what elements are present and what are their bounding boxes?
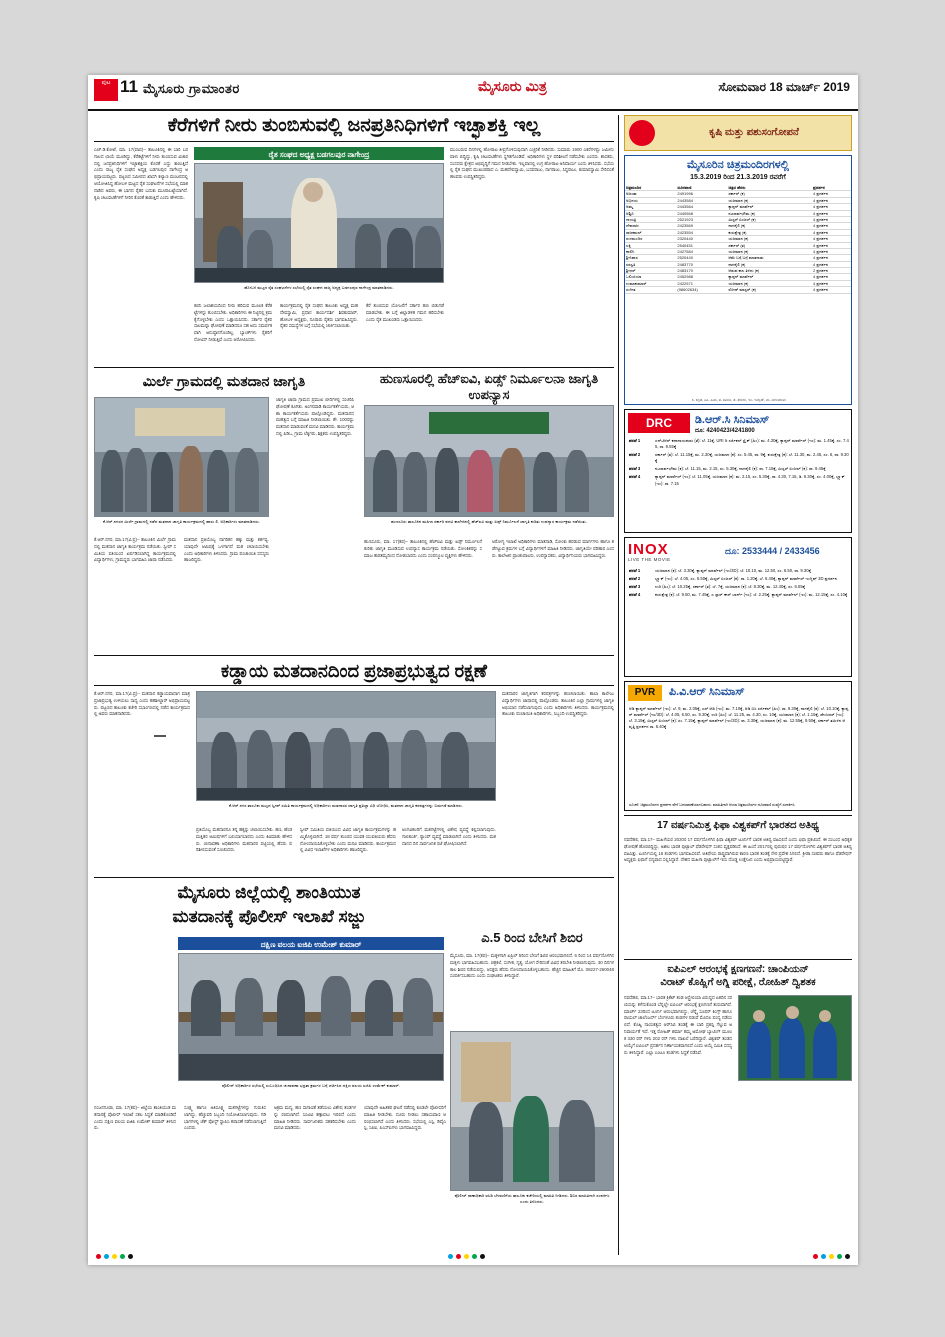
cinema-cell: ಯಜಮಾನ (ಕ)	[727, 280, 812, 286]
story5-headline-line1: ಮೈಸೂರು ಜಿಲ್ಲೆಯಲ್ಲಿ ಶಾಂತಿಯುತ	[177, 883, 361, 902]
story4-col-5: ಮತದಾರರ ಜಾಗೃತಿಗಾಗಿ ಕರಪತ್ರಗಳನ್ನು ಹಂಚಲಾಯಿತು. ಶಾಲಾ ಕಾಲೇಜು ವಿದ್ಯಾರ್ಥಿಗಳು ಜಾಥಾದಲ್ಲಿ ಪಾಲ್ಗೊಂಡರು. ತಾಲೂಕಿನ ಎಲ್ಲಾ ಗ್ರಾಮಗಳಲ್ಲಿ ಜಾಗೃತಿ ಅಭಿಯಾನ ನಡೆಸಲಾಗುವುದು ಎಂದು ಅಧಿಕಾರಿಗಳು ತಿಳಿಸಿದರು. ಕಾರ್ಯಕ್ರಮದಲ್ಲಿ ತಾಲೂಕು ಪಂಚಾಯಿತಿ ಅಧಿಕಾರಿಗಳು, ಸಿಬ್ಬಂದಿ ಉಪಸ್ಥಿತರಿದ್ದರು.	[502, 691, 614, 717]
drc-logo: DRC	[628, 413, 690, 433]
registration-dots-left	[96, 1254, 133, 1259]
inox-logo: INOX	[628, 541, 669, 558]
lead-col-2: ಕಬಿನಿ ಜಲಾಶಯದಿಂದ ನೀರು ಹರಿಸುವ ಮೂಲಕ ಕೆರೆಕಟ್ಟೆಗಳನ್ನು ತುಂಬಿಸಬೇಕು. ಅಧಿಕಾರಿಗಳು ಈ ನಿಟ್ಟಿನಲ್ಲಿ ಕ್ರಮ ಕೈಗೊಳ್ಳಬೇಕು ಎಂದು ಒತ್ತಾಯಿಸಿದರು. ಸರ್ಕಾರ ರೈತರ ಸಾಲಮನ್ನಾ ಘೋಷಣೆ ಮಾಡಿದರೂ ಸಹ ಅದು ಸಮರ್ಪಕವಾಗಿ ಅನುಷ್ಠಾನಗೊಂಡಿಲ್ಲ. ಬ್ಯಾಂಕ್‌ಗಳು ರೈತರಿಗೆ ನೋಟಿಸ್ ನೀಡುತ್ತಿವೆ ಎಂದು ಆರೋಪಿಸಿದರು.	[194, 303, 272, 343]
lead-photo	[194, 163, 444, 283]
cinema-cell: 4 ಪ್ರದರ್ಶನ	[812, 197, 851, 203]
cinema-th-1: ದೂರವಾಣಿ	[676, 185, 727, 191]
ipl-photo	[738, 995, 852, 1081]
cinema-cell: ಶ್ರೀಧರ್	[625, 268, 676, 274]
story2-col-2: ಮತದಾನ ಪ್ರತಿಯೊಬ್ಬ ನಾಗರಿಕನ ಹಕ್ಕು ಮತ್ತು ಕರ್ತವ್ಯ. ಯಾವುದೇ ಆಮಿಷಕ್ಕೆ ಒಳಗಾಗದೆ ಮತ ಚಲಾಯಿಸಬೇಕು ಎಂದು ಅಧಿಕಾರಿಗಳು ತಿಳಿಸಿದರು. ಗ್ರಾಮ ಪಂಚಾಯಿತಿ ಸದಸ್ಯರು ಹಾಜರಿದ್ದರು.	[184, 537, 269, 563]
lead-headline: ಕೆರೆಗಳಿಗೆ ನೀರು ತುಂಬಿಸುವಲ್ಲಿ ಜನಪ್ರತಿನಿಧಿಗಳಿಗೆ ಇಚ್ಛಾಶಕ್ತಿ ಇಲ್ಲ	[167, 115, 541, 136]
registration-dots-right	[813, 1254, 850, 1259]
story5-photo	[178, 953, 444, 1081]
lead-photo-caption: ಹೋಬಳಿ ಮಟ್ಟದ ರೈತ ಸಂಘಟನೆಗಳ ಸಭೆಯಲ್ಲಿ ರೈತ ಸಂಘದ ರಾಜ್ಯ ಅಧ್ಯಕ್ಷ ಬಡಗಲಪುರ ನಾಗೇಂದ್ರ ಮಾತನಾಡಿದರು.	[244, 285, 394, 290]
cinema-cell: 2452988	[676, 274, 727, 280]
story3-photo-caption: ಹುಣಸೂರು ತಾಲೂಕಿನ ಮಹಿಳಾ ಸರ್ಕಾರಿ ಪದವಿ ಕಾಲೇಜಿನಲ್ಲಿ ಹೆಚ್‌ಐವಿ ಮತ್ತು ಏಡ್ಸ್ ನಿರ್ಮೂಲನೆ ಜಾಗೃತಿ ಕುರಿತು ಉಪನ್ಯಾಸ ಕಾರ್ಯಕ್ರಮ ನಡೆಯಿತು.	[391, 519, 587, 524]
issue-date: ಸೋಮವಾರ 18 ಮಾರ್ಚ್ 2019	[718, 80, 850, 94]
cinema-cell: ದೇವರಾಜ	[625, 223, 676, 229]
drc-screen-label: ಪರದೆ 1	[629, 438, 641, 443]
lead-col-5: ಮುಂಬರುವ ದಿನಗಳಲ್ಲಿ ಹೋರಾಟ ತೀವ್ರಗೊಳಿಸುವುದಾಗಿ ಎಚ್ಚರಿಕೆ ನೀಡಿದರು. ಸುಮಾರು 1900 ಎಕರೆಗಳಷ್ಟು ಜಮೀನು ಪಾಳು ಬಿದ್ದಿದ್ದು, ಕೃಷಿ ಚಟುವಟಿಕೆಗಳು ಸ್ಥಗಿತಗೊಂಡಿವೆ. ಅಧಿಕಾರಿಗಳು ಸ್ಥಳ ಪರಿಶೀಲನೆ ನಡೆಸಬೇಕು ಎಂದರು. ಶಾಸಕರು, ಸಂಸದರು ಕ್ಷೇತ್ರದ ಅಭಿವೃದ್ಧಿಗೆ ಗಮನ ನೀಡಬೇಕು. ಇಲ್ಲವಾದಲ್ಲಿ ಉಗ್ರ ಹೋರಾಟ ಅನಿವಾರ್ಯ ಎಂದು ತಿಳಿಸಿದರು. ಸಭೆಯಲ್ಲಿ ರೈತ ಸಂಘದ ಮುಖಂಡರಾದ ಎ. ಮಹದೇವಸ್ವಾಮಿ, ಬಸವರಾಜು, ನಾಗರಾಜು, ಸಿದ್ದರಾಜು, ಕುಮಾರಸ್ವಾಮಿ ಸೇರಿದಂತೆ ಹಲವರು ಉಪಸ್ಥಿತರಿದ್ದರು.	[450, 147, 614, 180]
ipl-headline-line2: ವಿರಾಟ್ ಕೊಹ್ಲಿಗೆ ಅಗ್ನಿ ಪರೀಕ್ಷೆ, ರೋಹಿತ್ ದ್ವಿಶತಕ	[660, 977, 816, 988]
cinema-cell: 2423569	[676, 223, 727, 229]
cinema-th-3: ಪ್ರದರ್ಶನ	[812, 185, 851, 191]
lead-col-4: ಕೆರೆ ತುಂಬಿಸುವ ಯೋಜನೆಗೆ ಸರ್ಕಾರ ಹಣ ಬಿಡುಗಡೆ ಮಾಡಬೇಕು. ಈ ಬಗ್ಗೆ ಜಿಲ್ಲಾಡಳಿತ ಗಮನ ಹರಿಸಬೇಕು ಎಂದು ರೈತ ಮುಖಂಡರು ಒತ್ತಾಯಿಸಿದರು.	[366, 303, 444, 322]
pvr-footer: ಸೂಚನೆ: ಚಿತ್ರಮಂದಿರಗಳ ಪ್ರದರ್ಶನ ವೇಳೆ ಬದಲಾವಣೆಯಾಗಬಹುದು. ಮಾಹಿತಿಗಾಗಿ ಆಯಾ ಚಿತ್ರಮಂದಿರಗಳ ದೂರವಾಣಿ ಸಂಖ್ಯೆಗೆ ಸಂಪರ್ಕಿಸಿ.	[629, 803, 796, 807]
krishi-ad[interactable]	[624, 115, 852, 151]
section-title: ಮೈಸೂರು ಗ್ರಾಮಾಂತರ	[143, 81, 240, 96]
cinema-cell: 4 ಪ್ರದರ್ಶನ	[812, 229, 851, 235]
story5-col-2: ಸೂಕ್ಷ್ಮ ಹಾಗೂ ಅತಿಸೂಕ್ಷ್ಮ ಮತಗಟ್ಟೆಗಳನ್ನು ಗುರುತಿಸಲಾಗಿದ್ದು, ಹೆಚ್ಚುವರಿ ಸಿಬ್ಬಂದಿ ನಿಯೋಜಿಸಲಾಗುವುದು. ಗಡಿ ಭಾಗಗಳಲ್ಲಿ ಚೆಕ್ ಪೋಸ್ಟ್ ಸ್ಥಾಪಿಸಿ ತಪಾಸಣೆ ನಡೆಸಲಾಗುತ್ತಿದೆ ಎಂದರು.	[184, 1105, 266, 1131]
inox-screen-text: ಯಜಮಾನ (ಕ): ಬೆ. 3.30ಕ್ಕೆ, ಕ್ಯಾಪ್ಟನ್ ಮಾರ್ವೆಲ್ (ಇಂ/3D): ಬೆ. 10.10, ಮ. 12.50, ಸಂ. 6.50, ರಾ. 9.30ಕ್ಕೆ	[655, 568, 812, 573]
divider	[94, 685, 614, 686]
cinema-cell: 4 ಪ್ರದರ್ಶನ	[812, 210, 851, 216]
ipl-body: ನವದೆಹಲಿ, ಮಾ.17– ಭಾರತ ಕ್ರಿಕೆಟ್ ತಂಡ ಆಸ್ಟ್ರೇಲಿಯಾ ವಿರುದ್ಧದ ಏಕದಿನ ಸರಣಿಯನ್ನು ಕಳೆದುಕೊಂಡ ಬೆನ್ನಲ್ಲೇ ಐಪಿಎಲ್ ಆರಂಭಕ್ಕೆ ಕ್ಷಣಗಣನೆ ಶುರುವಾಗಿದೆ. ಮಾರ್ಚ್ 23ರಿಂದ ಟೂರ್ನಿ ಆರಂಭವಾಗಲಿದ್ದು, ಚೆನ್ನೈ ಸೂಪರ್ ಕಿಂಗ್ಸ್ ಹಾಗೂ ರಾಯಲ್ ಚಾಲೆಂಜರ್ಸ್ ಬೆಂಗಳೂರು ತಂಡಗಳ ನಡುವೆ ಮೊದಲ ಪಂದ್ಯ ನಡೆಯಲಿದೆ. ಕೊಹ್ಲಿ ನಾಯಕತ್ವದ ಆರ್‌ಸಿಬಿ ತಂಡಕ್ಕೆ ಈ ಬಾರಿ ಪ್ರಶಸ್ತಿ ಗೆಲ್ಲುವ ಅನಿವಾರ್ಯತೆ ಇದೆ. ಇತ್ತ ರೋಹಿತ್ ಶರ್ಮಾ ತಮ್ಮ ಅಮೋಘ ಬ್ಯಾಟಿಂಗ್ ಮೂಲಕ 330 ರನ್ ಗಳಿಸಿ 202 ರನ್ ಗಳಿಸಿ ದಾಖಲೆ ಬರೆದಿದ್ದಾರೆ. ವಿಶ್ವಕಪ್ ತಂಡದ ಆಯ್ಕೆಗೆ ಐಪಿಎಲ್ ಪ್ರದರ್ಶನ ನಿರ್ಣಾಯಕವಾಗಲಿದೆ ಎಂದು ಆಯ್ಕೆ ಸಮಿತಿ ಸದಸ್ಯರು ತಿಳಿಸಿದ್ದಾರೆ. ಎಲ್ಲಾ ಎಂಟೂ ತಂಡಗಳು ಸಿದ್ಧತೆ ನಡೆಸಿವೆ.	[624, 995, 732, 1055]
story3-photo	[364, 405, 614, 517]
masthead	[88, 75, 858, 111]
divider	[94, 877, 614, 878]
drc-screen-text: ಸರ್ಕಾರ್ (ತ): ಬೆ. 11.15ಕ್ಕೆ, ಮ. 2.30ಕ್ಕೆ, ಯಜಮಾನ (ಕ): ಸಂ. 5.45, ರಾ. 9ಕ್ಕೆ, ಕುರುಕ್ಷೇತ್ರ (ಕ): ಬೆ. 11.30, ಮ. 2.45, ಸಂ. 6, ರಾ. 9.30ಕ್ಕೆ	[655, 452, 849, 464]
newspaper-page	[88, 75, 858, 1265]
story2-photo-caption: ಕೆ.ಆರ್.ನಗರದ ಮಿರ್ಲೆ ಗ್ರಾಮದಲ್ಲಿ ನಡೆದ ಮತದಾನ ಜಾಗೃತಿ ಕಾರ್ಯಕ್ರಮದಲ್ಲಿ ಹಾರು ಲಿ. ಅಧಿಕಾರಿಗಳು ಮಾತನಾಡಿದರು.	[103, 519, 260, 524]
cinema-cell: ಆಶ್ವಿನಿ	[625, 210, 676, 216]
table-row	[625, 287, 851, 293]
cinema-cell: ರಂಗಮಂದಿರ	[625, 236, 676, 242]
paper-logo: ಮೈಸೂರು ಮಿತ್ರ	[478, 78, 547, 94]
cinema-cell: 4 ಪ್ರದರ್ಶನ	[812, 248, 851, 254]
krishi-ad-icon	[629, 120, 655, 146]
story5-col-4: ಯಾವುದೇ ಅಹಿತಕರ ಘಟನೆ ನಡೆದಲ್ಲಿ ಕೂಡಲೇ ಪೊಲೀಸರಿಗೆ ಮಾಹಿತಿ ನೀಡಬೇಕು. ದೂರು ನೀಡಲು ಸಹಾಯವಾಣಿ ಆರಂಭಿಸಲಾಗಿದೆ ಎಂದು ತಿಳಿಸಿದರು. ಸಭೆಯಲ್ಲಿ ಎಸ್ಪಿ, ಡಿವೈಎಸ್ಪಿ, ಸಿಪಿಐ, ಪಿಎಸ್ಐಗಳು ಭಾಗವಹಿಸಿದ್ದರು.	[364, 1105, 446, 1131]
cinema-cell: ರಾಜಕಮಲ್	[625, 229, 676, 235]
story4-col-1: ಕೆ.ಆರ್.ನಗರ, ಮಾ.17(ವಿ.ಪ್ರ)– ಮತದಾನ ಕಡ್ಡಾಯವಾದಾಗ ಮಾತ್ರ ಪ್ರಜಾಪ್ರಭುತ್ವ ಉಳಿಯಲು ಸಾಧ್ಯ ಎಂದು ತಹಶೀಲ್ದಾರ್ ಅಭಿಪ್ರಾಯಪಟ್ಟರು. ಪಟ್ಟಣದ ತಾಲೂಕು ಕಚೇರಿ ಸಭಾಂಗಣದಲ್ಲಿ ನಡೆದ ಕಾರ್ಯಕ್ರಮದಲ್ಲಿ ಅವರು ಮಾತನಾಡಿದರು.	[94, 691, 190, 717]
story5-headline-line2: ಮತದಾನಕ್ಕೆ ಪೊಲೀಸ್ ಇಲಾಖೆ ಸಜ್ಜು	[172, 907, 366, 926]
inox-screen-text: ಉರಿ (ಹಿಂ): ಬೆ. 10.25ಕ್ಕೆ, ಸರ್ಕಾರ್ (ತ): ಬೆ. 7ಕ್ಕೆ, ಯಜಮಾನ (ಕ): ಬೆ. 8.30ಕ್ಕೆ, ಮ. 12.40ಕ್ಕೆ, ಸಂ. 6.55ಕ್ಕೆ	[655, 584, 806, 590]
story3-col-1: ಹುಣಸೂರು, ಮಾ. 17(ಕಪ)– ತಾಲೂಕಿನಲ್ಲಿ ಹೆಚ್‌ಐವಿ ಮತ್ತು ಏಡ್ಸ್ ನಿರ್ಮೂಲನೆ ಕುರಿತು ಜಾಗೃತಿ ಮೂಡಿಸುವ ಉಪನ್ಯಾಸ ಕಾರ್ಯಕ್ರಮ ನಡೆಯಿತು. ಸೋಂಕಿತರನ್ನು ಸಮಾಜ ತಾರತಮ್ಯದಿಂದ ನೋಡಬಾರದು ಎಂದು ಸಂಪನ್ಮೂಲ ವ್ಯಕ್ತಿಗಳು ಹೇಳಿದರು.	[364, 539, 482, 558]
story5-photo-caption: ಪೊಲೀಸ್ ಅಧಿಕಾರಿಗಳ ಸಭೆಯಲ್ಲಿ ಸಂಬಂಧಿಸಿದ ಚುನಾವಣಾ ಭದ್ರತಾ ಕ್ರಮಗಳ ಬಗ್ಗೆ ಚರ್ಚಿಸಿದ ದಕ್ಷಿಣ ವಲಯ ಐಜಿಪಿ ಉಮೇಶ್ ಕುಮಾರ್.	[221, 1083, 401, 1088]
story6-headline: ಎ.5 ರಿಂದ ಬೇಸಿಗೆ ಶಿಬಿರ	[481, 930, 583, 945]
story3-headline: ಹುಣಸೂರಲ್ಲಿ ಹೆಚ್‌ಐವಿ, ಏಡ್ಸ್ ನಿರ್ಮೂಲನಾ ಜಾಗೃತಿ ಉಪನ್ಯಾಸ	[379, 371, 599, 403]
cinema-cell: ಕ್ಯಾಪ್ಟನ್ ಮಾರ್ವೆಲ್	[727, 274, 812, 280]
story4-col-2: ಪ್ರತಿಯೊಬ್ಬ ಮತದಾರನೂ ತನ್ನ ಹಕ್ಕನ್ನು ಚಲಾಯಿಸಬೇಕು. ಹಣ, ಹೆಂಡ ಮತ್ತಿತರ ಆಮಿಷಗಳಿಗೆ ಬಲಿಯಾಗಬಾರದು ಎಂದು ಕಿವಿಮಾತು ಹೇಳಿದರು. ಚುನಾವಣಾ ಅಧಿಕಾರಿಗಳು ಮತದಾರರ ಪಟ್ಟಿಯಲ್ಲಿ ಹೆಸರು ಪರಿಶೀಲಿಸುವಂತೆ ಸೂಚಿಸಿದರು.	[196, 827, 292, 853]
lead-banner: ರೈತ ಸಂಘದ ಅಧ್ಯಕ್ಷ ಬಡಗಲಪುರ ನಾಗೇಂದ್ರ	[194, 147, 444, 160]
pvr-body: ಆಡಿ ಕ್ಯಾಪ್ಟನ್ ಮಾರ್ವೆಲ್ (ಇಂ): ಬೆ. 9, ಮ. 2.05ಕ್ಕೆ, ಎಸ್ ಆಡಿ (ಇಂ): ಮ. 7.10ಕ್ಕೆ, ಆಡಿ ಬಿಸಿ ಸರ್ಜಿಕಲ್ (ಹಿಂ): ರಾ. 9.30ಕ್ಕೆ, ನಾಗಶೈಲಿ (ಕ): ಬೆ. 10.10ಕ್ಕೆ, ಕ್ಯಾಪ್ಟನ್ ಮಾರ್ವೆಲ್ (ಇಂ/3D): ಬೆ. 4.05, 6.50, ಸಂ. 9.30ಕ್ಕೆ, ಉರಿ (ಹಿಂ): ಬೆ. 11.25, ರಾ. 4.30, ಸಂ. 10ಕ್ಕೆ, ಯಜಮಾನ (ಕ): ಬೆ. 1.15ಕ್ಕೆ, ಡೇಂಜರಸ್ (ಇಂ): ಬೆ. 3.15ಕ್ಕೆ, ಮಿಸ್ಟರ್ ಏಂಜಲ್ (ಕ): ಸಂ. 7.15ಕ್ಕೆ, ಕ್ಯಾಪ್ಟನ್ ಮಾರ್ವೆಲ್ (ಇಂ/3D): ರಾ. 3.30ಕ್ಕೆ, ಯಜಮಾನ (ಕ): ಮ. 12.55ಕ್ಕೆ, 9.50ಕ್ಕೆ, ಸರ್ಕಾರ್ ತಮಿಳಿನ ಆವೃತ್ತಿ ಪ್ರದರ್ಶನ ರಾ. 6.40ಕ್ಕೆ	[629, 706, 849, 730]
drc-screen-text: ಕ್ಯಾಪ್ಟನ್ ಮಾರ್ವೆಲ್ (ಇಂ): ಬೆ. 11.05ಕ್ಕೆ, ಯಜಮಾನ (ಕ): ಮ. 2.15, ಸಂ. 5.30ಕ್ಕೆ, ರಾ. 4.30, 7.15, ಡಿ. 9.30ಕ್ಕೆ, ಸಂ. 4.00ಕ್ಕೆ, ಬ್ಲ್ಯಾಕ್ (ಇಂ): ರಾ. 7.15	[655, 474, 845, 486]
ipl-headline-line1: ಐಪಿಎಲ್ ಆರಂಭಕ್ಕೆ ಕ್ಷಣಗಣನೆ: ಚಾಂಪಿಯನ್	[667, 964, 809, 975]
divider	[94, 141, 614, 142]
cinema-cell: 4 ಪ್ರದರ್ಶನ	[812, 274, 851, 280]
cinema-cell: ನಾಗಶೈಲಿ (ಕ)	[727, 261, 812, 267]
cinema-cell: 2320440	[676, 236, 727, 242]
drc-screen-text: ನಟಸಾರ್ವಭೌಮ (ಕ): ಬೆ. 11.15, ಮ. 2.15, ಸಂ. 5.30ಕ್ಕೆ, ನಾಗಶೈಲಿ (ಕ): ರಾ. 7.15ಕ್ಕೆ, ಮಿಸ್ಟರ್ ಏಂಜಲ್ (ಕ): ರಾ. 9.45ಕ್ಕೆ	[655, 466, 826, 472]
cinema-cell: 2540451	[676, 242, 727, 248]
inox-phone: ದೂ: 2533444 / 2433456	[725, 546, 820, 556]
cinema-cell: 2483770	[676, 261, 727, 267]
story4-photo	[196, 691, 496, 801]
cinema-th-2: ಚಿತ್ರದ ಹೆಸರು	[727, 185, 812, 191]
cinema-cell: 2422571	[676, 280, 727, 286]
cinema-cell: ನಾಗಶೈಲಿ (ಕ)	[727, 223, 812, 229]
drc-screen-label: ಪರದೆ 2	[629, 452, 641, 458]
drc-ad[interactable]	[624, 409, 852, 533]
cinema-cell: ಅಜಂತಾ	[625, 191, 676, 197]
cinema-cell: ಆಡುವ ಕಾಲ ತಿಳಿದು (ಕ)	[727, 268, 812, 274]
cinema-cell: ಸರ್ಕಾರ್ (ತ)	[727, 242, 812, 248]
cinema-cell: ಕ್ಯಾಪ್ಟನ್ ಮಾರ್ವೆಲ್	[727, 204, 812, 210]
cinema-cell: 2427584	[676, 248, 727, 254]
drc-phone: ದೂ: 4240423/4241800	[695, 428, 755, 434]
story5-col-3: ಅಕ್ರಮ ಮದ್ಯ, ಹಣ ಸಾಗಾಣಿಕೆ ತಡೆಯಲು ವಿಶೇಷ ತಂಡಗಳನ್ನು ರಚಿಸಲಾಗಿದೆ. ಸಿಸಿಟಿವಿ ಕಣ್ಗಾವಲು ಇರಲಿದೆ ಎಂದು ಮಾಹಿತಿ ನೀಡಿದರು. ಸಾರ್ವಜನಿಕರು ಸಹಕರಿಸಬೇಕು ಎಂದು ಮನವಿ ಮಾಡಿದರು.	[274, 1105, 356, 1131]
cinema-title: ಮೈಸೂರಿನ ಚಿತ್ರಮಂದಿರಗಳಲ್ಲಿ	[686, 159, 790, 171]
cinema-cell: ಯಜಮಾನ (ಕ)	[727, 236, 812, 242]
drc-screen-label: ಪರದೆ 4	[629, 474, 641, 480]
cinema-cell: 4 ಪ್ರದರ್ಶನ	[812, 216, 851, 222]
cinema-cell: ಉಮಾಕುಮಾರ್	[625, 280, 676, 286]
cinema-cell: 2520440	[676, 255, 727, 261]
krishi-ad-title: ಕೃಷಿ ಮತ್ತು ಪಶುಸಂಗೋಪನೆ	[709, 127, 799, 138]
inox-screen-label: ಪರದೆ 3	[629, 584, 641, 590]
fifa-headline: 17 ವರ್ಷನಿಮಿತ್ತ ಫಿಫಾ ವಿಶ್ವಕಪ್‌ಗೆ ಭಾರತದ ಅತಿಥ್ಯ	[657, 820, 819, 831]
pvr-logo: PVR	[628, 685, 662, 701]
drc-title: ಡಿ.ಆರ್.ಸಿ ಸಿನಿಮಾಸ್	[695, 414, 770, 426]
cinema-cell: ಕುರುಕ್ಷೇತ್ರ (ಕ)	[727, 229, 812, 235]
story4-col-3: ಸ್ವೀಪ್ ಸಮಿತಿಯ ವತಿಯಿಂದ ವಿವಿಧ ಜಾಗೃತಿ ಕಾರ್ಯಕ್ರಮಗಳನ್ನು ಹಮ್ಮಿಕೊಳ್ಳಲಾಗಿದೆ. 18 ವರ್ಷ ತುಂಬಿದ ಯುವಕ ಯುವತಿಯರು ಹೆಸರು ನೋಂದಾಯಿಸಿಕೊಳ್ಳಬೇಕು ಎಂದು ಮನವಿ ಮಾಡಿದರು. ಕಾರ್ಯಕ್ರಮದಲ್ಲಿ ವಿವಿಧ ಇಲಾಖೆಗಳ ಅಧಿಕಾರಿಗಳು ಹಾಜರಿದ್ದರು.	[300, 827, 396, 853]
cinema-cell: ನಟಸಾರ್ವಭೌಮ (ಕ)	[727, 210, 812, 216]
cinema-footer: ಕ- ಕನ್ನಡ, ಹಿಂ- ಹಿಂದಿ, ತ- ತಮಿಳು, ತೆ- ತೆಲುಗು, ಇಂ- ಇಂಗ್ಲಿಷ್, ಮ- ಮಲಯಾಳಂ	[691, 398, 787, 402]
inox-screen-label: ಪರದೆ 4	[629, 592, 641, 598]
cinema-cell: 4 ಪ್ರದರ್ಶನ	[812, 255, 851, 261]
cinema-cell: 4 ಪ್ರದರ್ಶನ	[812, 191, 851, 197]
cinema-cell: ಶಾಲಿನಿ	[625, 248, 676, 254]
story5-banner: ದಕ್ಷಿಣ ವಲಯ ಐಜಿಪಿ ಉಮೇಶ್ ಕುಮಾರ್	[178, 937, 444, 950]
cinema-cell: 4 ಪ್ರದರ್ಶನ	[812, 223, 851, 229]
story6-body: ಮೈಸೂರು, ಮಾ. 17(ಕಪ)– ಮಕ್ಕಳಿಗಾಗಿ ಏಪ್ರಿಲ್ 5ರಿಂದ ಬೇಸಿಗೆ ಶಿಬಿರ ಆರಂಭವಾಗಲಿದೆ. 6 ರಿಂದ 14 ವರ್ಷದೊಳಗಿನ ಮಕ್ಕಳು ಭಾಗವಹಿಸಬಹುದು. ಚಿತ್ರಕಲೆ, ಸಂಗೀತ, ನೃತ್ಯ, ಯೋಗ ಸೇರಿದಂತೆ ವಿವಿಧ ತರಬೇತಿ ನೀಡಲಾಗುವುದು. 30 ದಿನಗಳ ಕಾಲ ಶಿಬಿರ ನಡೆಯಲಿದ್ದು, ಆಸಕ್ತರು ಹೆಸರು ನೋಂದಾಯಿಸಿಕೊಳ್ಳಬಹುದು. ಹೆಚ್ಚಿನ ಮಾಹಿತಿಗೆ ಮೊ. 08227-260048 ಸಂಪರ್ಕಿಸಬಹುದು ಎಂದು ಸಂಘಟಕರು ತಿಳಿಸಿದ್ದಾರೆ.	[450, 953, 614, 979]
inox-screen-label: ಪರದೆ 1	[629, 568, 641, 573]
cinema-cell: ಸಂಗೀತ	[625, 287, 676, 293]
cinema-cell: ಯಜಮಾನ (ಕ)	[727, 197, 812, 203]
inox-screen-text: ಕುರುಕ್ಷೇತ್ರ (ಕ): ಬೆ. 9.50, ಮ. 7.45ಕ್ಕೆ, ಎ ಸ್ಟಾರ್ ಈಸ್ ಬಾರ್ನ್ (ಇಂ): ಬೆ. 2.25ಕ್ಕೆ, ಕ್ಯಾಪ್ಟನ್ ಮಾರ್ವೆಲ್ (ಇಂ): ಮ. 12.15ಕ್ಕೆ, ಸಂ. 4.10ಕ್ಕೆ	[655, 592, 848, 598]
story2-col-3: ಜಾಗೃತಿ ಜಾಥಾ ಗ್ರಾಮದ ಪ್ರಮುಖ ಬೀದಿಗಳಲ್ಲಿ ಸಂಚರಿಸಿ ಘೋಷಣೆ ಕೂಗಿತು. ಅಂಗನವಾಡಿ ಕಾರ್ಯಕರ್ತೆಯರು, ಆಶಾ ಕಾರ್ಯಕರ್ತೆಯರು ಪಾಲ್ಗೊಂಡಿದ್ದರು. ಮತದಾನದ ಮಹತ್ವದ ಬಗ್ಗೆ ಮಾಹಿತಿ ನೀಡಲಾಯಿತು. ಶೇ. 100ರಷ್ಟು ಮತದಾನ ಮಾಡುವಂತೆ ಮನವಿ ಮಾಡಿದರು. ಕಾರ್ಯಕ್ರಮದಲ್ಲಿ ಪಿಡಿಒ, ಗ್ರಾಮ ಲೆಕ್ಕಿಗರು, ಶಿಕ್ಷಕರು ಉಪಸ್ಥಿತರಿದ್ದರು.	[276, 397, 354, 437]
cinema-cell: ಅಭಿನಯ	[625, 197, 676, 203]
cinema-cell: (98602634)	[676, 287, 727, 293]
lead-col-1: ಎಚ್.ಡಿ.ಕೋಟೆ, ಮಾ. 17(ವಾಪ)– ತಾಲೂಕಿನಲ್ಲಿ ಈ ಬಾರಿ ಬರಗಾಲದ ಛಾಯೆ ಮೂಡಿದ್ದು, ಕೆರೆಕಟ್ಟೆಗಳಿಗೆ ನೀರು ತುಂಬಿಸುವ ವಿಚಾರದಲ್ಲಿ ಜನಪ್ರತಿನಿಧಿಗಳಿಗೆ ಇಚ್ಛಾಶಕ್ತಿಯ ಕೊರತೆ ಎದ್ದು ಕಾಣುತ್ತಿದೆ ಎಂದು ರಾಜ್ಯ ರೈತ ಸಂಘದ ಅಧ್ಯಕ್ಷ ಬಡಗಲಪುರ ನಾಗೇಂದ್ರ ಅಭಿಪ್ರಾಯಪಟ್ಟರು. ಪಟ್ಟಣದ ಸಮೀಪದ ಖಾಸಗಿ ಕಲ್ಯಾಣ ಮಂಟಪದಲ್ಲಿ ಆಯೋಜಿಸಿದ್ದ ಹೋಬಳಿ ಮಟ್ಟದ ರೈತ ಸಂಘಟನೆಗಳ ಸಭೆಯಲ್ಲಿ ಮಾತನಾಡಿದ ಅವರು, ಈ ಭಾಗದ ರೈತರ ಬದುಕು ಮೂರಾಬಟ್ಟೆಯಾಗಿದೆ. ಕೃಷಿ ಚಟುವಟಿಕೆಗಳಿಗೆ ನೀರಿನ ಕೊರತೆ ಕಾಡುತ್ತಿದೆ ಎಂದು ಹೇಳಿದರು.	[94, 147, 188, 200]
cinema-cell: ಅಮ್ಮ	[625, 204, 676, 210]
rail-divider	[618, 115, 619, 1255]
inox-ad[interactable]	[624, 537, 852, 677]
inox-screen-text: ಬ್ಲ್ಯಾಕ್ (ಇಂ): ಬೆ. 4.05, ಸಂ. 6.50ಕ್ಕೆ, ಮಿಸ್ಟರ್ ಏಂಜಲ್ (ಕ): ರಾ. 1.20ಕ್ಕೆ, ಬೆ. 6.40ಕ್ಕೆ, ಕ್ಯಾಪ್ಟನ್ ಮಾರ್ವೆಲ್ ಇಂಗ್ಲಿಷ್ 3D ಪ್ರದರ್ಶನ	[655, 576, 838, 582]
story2-photo	[94, 397, 269, 517]
drc-screen-label: ಪರದೆ 3	[629, 466, 641, 472]
cinema-cell: ಆಮೆ ಬಗ್ಗೆ ಬಗ್ಗೆ ಮಾತನಾಡು	[727, 255, 812, 261]
story4-headline: ಕಡ್ಡಾಯ ಮತದಾನದಿಂದ ಪ್ರಜಾಪ್ರಭುತ್ವದ ರಕ್ಷಣೆ	[220, 661, 487, 681]
divider	[624, 815, 852, 816]
cinema-daterange: 15.3.2019 ರಿಂದ 21.3.2019 ರವರೆಗೆ	[690, 174, 786, 181]
story6-photo	[450, 1031, 614, 1191]
story2-headline: ಮಿರ್ಲೆ ಗ್ರಾಮದಲ್ಲಿ ಮತದಾನ ಜಾಗೃತಿ	[142, 373, 306, 389]
cinema-cell: 4 ಪ್ರದರ್ಶನ	[812, 204, 851, 210]
drc-screen-text: ಎನ್‌ಟಿಆರ್ ಕಥಾನಾಯಕುಡು (ತೆ): ಬೆ. 11ಕ್ಕೆ, URI ದಿ ಸರ್ಜಿಕಲ್ ಸ್ಟ್ರೈಕ್ (ಹಿಂ): ಮ. 4.30ಕ್ಕೆ, ಕ್ಯಾಪ್ಟನ್ ಮಾರ್ವೆಲ್ (ಇಂ): ಮ. 1.45ಕ್ಕೆ, ಸಂ. 7.45, ರಾ. 9.55ಕ್ಕೆ	[655, 438, 849, 450]
story4-col-4: ಅಂಗವಿಕಲರಿಗೆ ಮತಗಟ್ಟೆಗಳಲ್ಲಿ ವಿಶೇಷ ವ್ಯವಸ್ಥೆ ಕಲ್ಪಿಸಲಾಗುವುದು. ಗಾಲಿಕುರ್ಚಿ, ರ‍್ಯಾಂಪ್ ವ್ಯವಸ್ಥೆ ಮಾಡಲಾಗಿದೆ ಎಂದು ತಿಳಿಸಿದರು. ಮತದಾನದ ದಿನ ಸಾರ್ವಜನಿಕ ರಜೆ ಘೋಷಿಸಲಾಗಿದೆ.	[402, 827, 496, 846]
cinema-th-0: ಚಿತ್ರಮಂದಿರ	[625, 185, 676, 191]
lead-col-3: ಕಾರ್ಯಕ್ರಮದಲ್ಲಿ ರೈತ ಸಂಘದ ತಾಲೂಕು ಅಧ್ಯಕ್ಷ ಮಹದೇವಸ್ವಾಮಿ, ಪ್ರಧಾನ ಕಾರ್ಯದರ್ಶಿ ಶಿವಕುಮಾರ್, ಹೋಬಳಿ ಅಧ್ಯಕ್ಷರು, ನೂರಾರು ರೈತರು ಭಾಗವಹಿಸಿದ್ದರು. ರೈತರ ಸಮಸ್ಯೆಗಳ ಬಗ್ಗೆ ಸಭೆಯಲ್ಲಿ ಚರ್ಚಿಸಲಾಯಿತು.	[280, 303, 358, 329]
cinema-cell: ಸರ್ಕಾರ್ (ಕ)	[727, 191, 812, 197]
cinema-cell: ಸರಸ್ವತಿ	[625, 261, 676, 267]
cinema-cell: 2443564	[676, 204, 727, 210]
story6-photo-caption: ಪೊಲೀಸ್ ಠಾಣಾಧಿಕಾರಿ ಐಸಿಡಿ ಬೆಳವಣಿಗೆಯ ತಾಲೂಕು ಕಚೇರಿಯಲ್ಲಿ ಮಾಹಿತಿ ನೀಡಿದರು. ಶಿಬಿರ ಮಾಹಿತಿಗಾಗಿ ಸಂಪರ್ಕಿಸಿ ಎಂದು ತಿಳಿಸಿದರು.	[454, 1193, 610, 1205]
registration-dots-center	[448, 1254, 485, 1259]
cinema-table	[625, 185, 851, 294]
cinema-listing	[624, 155, 852, 405]
cinema-cell: 2440568	[676, 210, 727, 216]
cinema-cell: ಗಾಯತ್ರಿ	[625, 216, 676, 222]
cinema-cell: 4 ಪ್ರದರ್ಶನ	[812, 280, 851, 286]
pvr-ad[interactable]	[624, 681, 852, 811]
divider	[624, 959, 852, 960]
page-number: 11	[120, 77, 138, 96]
cinema-cell: 2 ಪ್ರದರ್ಶನ	[812, 268, 851, 274]
fifa-body: ನವದೆಹಲಿ, ಮಾ.17– ಮಹಿಳೆಯರ 2020ರ 17 ವರ್ಷದೊಳಗಿನ ಫಿಫಾ ವಿಶ್ವಕಪ್ ಟೂರ್ನಿಗೆ ಭಾರತ ಆತಿಥ್ಯ ವಹಿಸಲಿದೆ ಎಂದು ಫಿಫಾ ಪ್ರಕಟಿಸಿದೆ. ಈ ಸಂಬಂಧ ಅಧಿಕೃತ ಘೋಷಣೆ ಹೊರಬಿದ್ದಿದ್ದು, ಅಖಿಲ ಭಾರತ ಫುಟ್ಬಾಲ್ ಫೆಡರೇಷನ್ ಸಂತಸ ವ್ಯಕ್ತಪಡಿಸಿದೆ. ಈ ಹಿಂದೆ 2017ರಲ್ಲಿ ಪುರುಷರ 17 ವರ್ಷದೊಳಗಿನ ವಿಶ್ವಕಪ್‌ಗೆ ಭಾರತ ಆತಿಥ್ಯ ವಹಿಸಿತ್ತು. ಟೂರ್ನಿಯಲ್ಲಿ 16 ತಂಡಗಳು ಭಾಗವಹಿಸಲಿವೆ. ಆತಿಥೇಯ ರಾಷ್ಟ್ರವಾಗಿರುವ ಕಾರಣ ಭಾರತ ತಂಡಕ್ಕೆ ನೇರ ಪ್ರವೇಶ ಸಿಗಲಿದೆ. ಕ್ರೀಡಾ ಸಚಿವರು ಹಾಗೂ ಫೆಡರೇಷನ್ ಅಧ್ಯಕ್ಷರು ಫಿಫಾಗೆ ಧನ್ಯವಾದ ಸಲ್ಲಿಸಿದ್ದಾರೆ. ದೇಶದ ಮಹಿಳಾ ಫುಟ್ಬಾಲ್‌ಗೆ ಇದು ದೊಡ್ಡ ಉತ್ತೇಜನ ಎಂದು ಅಭಿಪ್ರಾಯಪಟ್ಟಿದ್ದಾರೆ.	[624, 837, 852, 863]
cinema-cell: 4 ಪ್ರದರ್ಶನ	[812, 242, 851, 248]
divider	[94, 367, 614, 368]
cinema-cell: ಯಜಮಾನ (ಕ)	[727, 248, 812, 254]
inox-tagline: LIVE THE MOVIE	[628, 557, 671, 562]
pvr-title: ಪಿ.ವಿ.ಆರ್ ಸಿನಿಮಾಸ್	[669, 686, 745, 698]
cinema-cell: ಮಿಸ್ಟರ್ ಏಂಜಲ್ (ಕ)	[727, 216, 812, 222]
cinema-cell: ಶ್ರೀನಿವಾಸ	[625, 255, 676, 261]
cinema-cell: 4 ಪ್ರದರ್ಶನ	[812, 236, 851, 242]
cinema-cell: ರೋಡ್ ಮಾಸ್ಟರ್ (ಕ)	[727, 287, 812, 293]
story5-col-1: ನಂಜನಗೂಡು, ಮಾ. 17(ಕಪ)– ಜಿಲ್ಲೆಯ ಶಾಂತಿಯುತ ಮತದಾನಕ್ಕೆ ಪೊಲೀಸ್ ಇಲಾಖೆ ಸಕಲ ಸಿದ್ಧತೆ ಮಾಡಿಕೊಂಡಿದೆ ಎಂದು ದಕ್ಷಿಣ ವಲಯ ಐಜಿಪಿ ಉಮೇಶ್ ಕುಮಾರ್ ತಿಳಿಸಿದರು.	[94, 1105, 176, 1131]
cinema-cell: 2423554	[676, 229, 727, 235]
story2-col-1: ಕೆ.ಆರ್.ನಗರ, ಮಾ.17(ವಿ.ಪ್ರ)– ತಾಲೂಕಿನ ಮಿರ್ಲೆ ಗ್ರಾಮದಲ್ಲಿ ಮತದಾನ ಜಾಗೃತಿ ಕಾರ್ಯಕ್ರಮ ನಡೆಯಿತು. ಸ್ವೀಪ್ ಸಮಿತಿಯ ವತಿಯಿಂದ ಏರ್ಪಡಿಸಲಾಗಿದ್ದ ಕಾರ್ಯಕ್ರಮದಲ್ಲಿ ವಿದ್ಯಾರ್ಥಿಗಳು, ಗ್ರಾಮಸ್ಥರು ಭಾಗವಹಿಸಿ ಜಾಥಾ ನಡೆಸಿದರು.	[94, 537, 176, 563]
page-badge: ಪುಟ	[94, 79, 118, 101]
cinema-cell: ಲಕ್ಷ್ಮಿ	[625, 242, 676, 248]
cinema-cell: 2491996	[676, 191, 727, 197]
cinema-cell: 2521923	[676, 216, 727, 222]
cinema-cell: 4 ಪ್ರದರ್ಶನ	[812, 287, 851, 293]
story4-photo-caption: ಕೆ.ಆರ್.ನಗರ ತಾಲೂಕು ಮಟ್ಟದ ಸ್ವೀಪ್ ಸಮಿತಿ ಕಾರ್ಯಕ್ರಮದಲ್ಲಿ ಅಧಿಕಾರಿಗಳು ಮತದಾರರ ಜಾಗೃತಿ ಪ್ರತಿಜ್ಞಾ ವಿಧಿ ಬೋಧಿಸಿ, ಮತದಾನ ಜಾಗೃತಿ ಕರಪತ್ರಗಳನ್ನು ಬಿಡುಗಡೆ ಮಾಡಿದರು.	[228, 803, 463, 808]
cinema-cell: 2483170	[676, 268, 727, 274]
cinema-cell: 4 ಪ್ರದರ್ಶನ	[812, 261, 851, 267]
story3-col-2: ಆರೋಗ್ಯ ಇಲಾಖೆ ಅಧಿಕಾರಿಗಳು ಮಾತನಾಡಿ, ಸೋಂಕು ಹರಡುವ ಮಾರ್ಗಗಳು ಹಾಗೂ ತಡೆಗಟ್ಟುವ ಕ್ರಮಗಳ ಬಗ್ಗೆ ವಿದ್ಯಾರ್ಥಿಗಳಿಗೆ ಮಾಹಿತಿ ನೀಡಿದರು. ಜಾಗೃತಿಯೇ ಪರಿಹಾರ ಎಂದರು. ಕಾಲೇಜಿನ ಪ್ರಾಂಶುಪಾಲರು, ಉಪನ್ಯಾಸಕರು, ವಿದ್ಯಾರ್ಥಿನಿಯರು ಭಾಗವಹಿಸಿದ್ದರು.	[492, 539, 614, 558]
inox-screen-label: ಪರದೆ 2	[629, 576, 641, 582]
divider	[94, 655, 614, 656]
cinema-cell: ಒಲಿಂಪಿಯಾ	[625, 274, 676, 280]
cinema-cell: 2443584	[676, 197, 727, 203]
